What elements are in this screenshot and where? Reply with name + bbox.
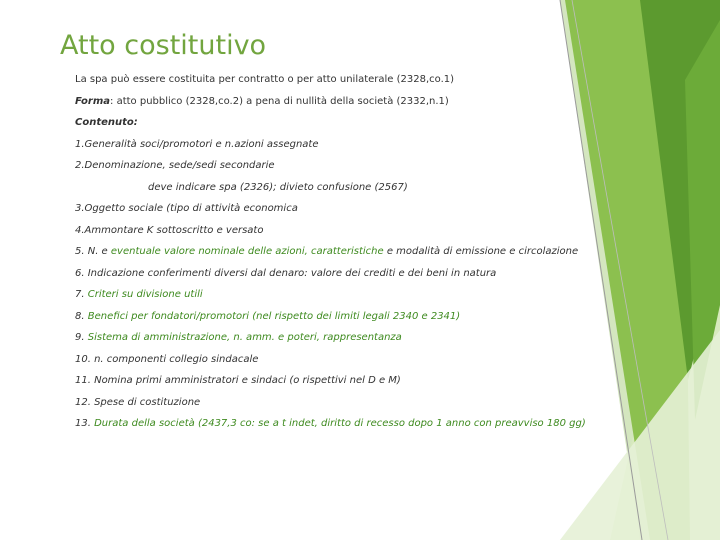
list-item-10: 10. n. componenti collegio sindacale (75, 353, 259, 365)
forma-line (75, 91, 635, 113)
list-item-9-highlight: Sistema di amministrazione, n. amm. e poteri, rappresentanza (87, 332, 402, 343)
list-item-13-highlight: Durata della società (2437,3 co: se a t indet, diritto di recesso dopo 1 anno con preavviso 180 gg) (94, 418, 586, 429)
contenuto-heading: Contenuto: (75, 117, 138, 128)
list-item-8 (75, 306, 635, 328)
list-item-5-rest: e modalità di emissione e circolazione (383, 246, 579, 257)
list-item-2-detail: deve indicare spa (2326); divieto confusione (2567) (148, 181, 408, 193)
list-item-5-highlight: eventuale valore nominale delle azioni, caratteristiche (110, 246, 384, 257)
forma-text: : atto pubblico (2328,co.2) a pena di nullità della società (2332,n.1) (110, 95, 449, 107)
list-item-12: 12. Spese di costituzione (75, 396, 201, 408)
list-item-1: 1.Generalità soci/promotori e n.azioni assegnate (75, 138, 319, 150)
list-item-5 (75, 241, 635, 263)
forma-label: Forma (75, 95, 111, 107)
slide-title: Atto costitutivo (60, 30, 267, 61)
list-item-7-number: 7. (75, 289, 88, 300)
list-item-13-number: 13. (75, 418, 95, 429)
intro-line: La spa può essere costituita per contratto o per atto unilaterale (2328,co.1) (75, 74, 455, 85)
list-item-2: 2.Denominazione, sede/sedi secondarie (75, 160, 275, 171)
list-item-9 (75, 327, 635, 349)
list-item-7 (75, 284, 635, 306)
list-item-11: 11. Nomina primi amministratori e sindaci (o rispettivi nel D e M) (75, 375, 401, 386)
list-item-8-highlight: Benefici per fondatori/promotori (nel rispetto dei limiti legali 2340 e 2341) (87, 310, 461, 322)
list-item-9-number: 9. (75, 332, 88, 343)
list-item-3: 3.Oggetto sociale (tipo di attività economica (75, 203, 298, 214)
list-item-5-number: 5. N. e (75, 246, 111, 257)
list-item-8-number: 8. (75, 310, 88, 322)
list-item-4: 4.Ammontare K sottoscritto e versato (75, 224, 264, 236)
list-item-7-highlight: Criteri su divisione utili (87, 289, 203, 300)
slide-body (75, 69, 635, 435)
list-item-13 (75, 413, 635, 435)
list-item-6: 6. Indicazione conferimenti diversi dal denaro: valore dei crediti e dei beni in natura (75, 267, 497, 279)
